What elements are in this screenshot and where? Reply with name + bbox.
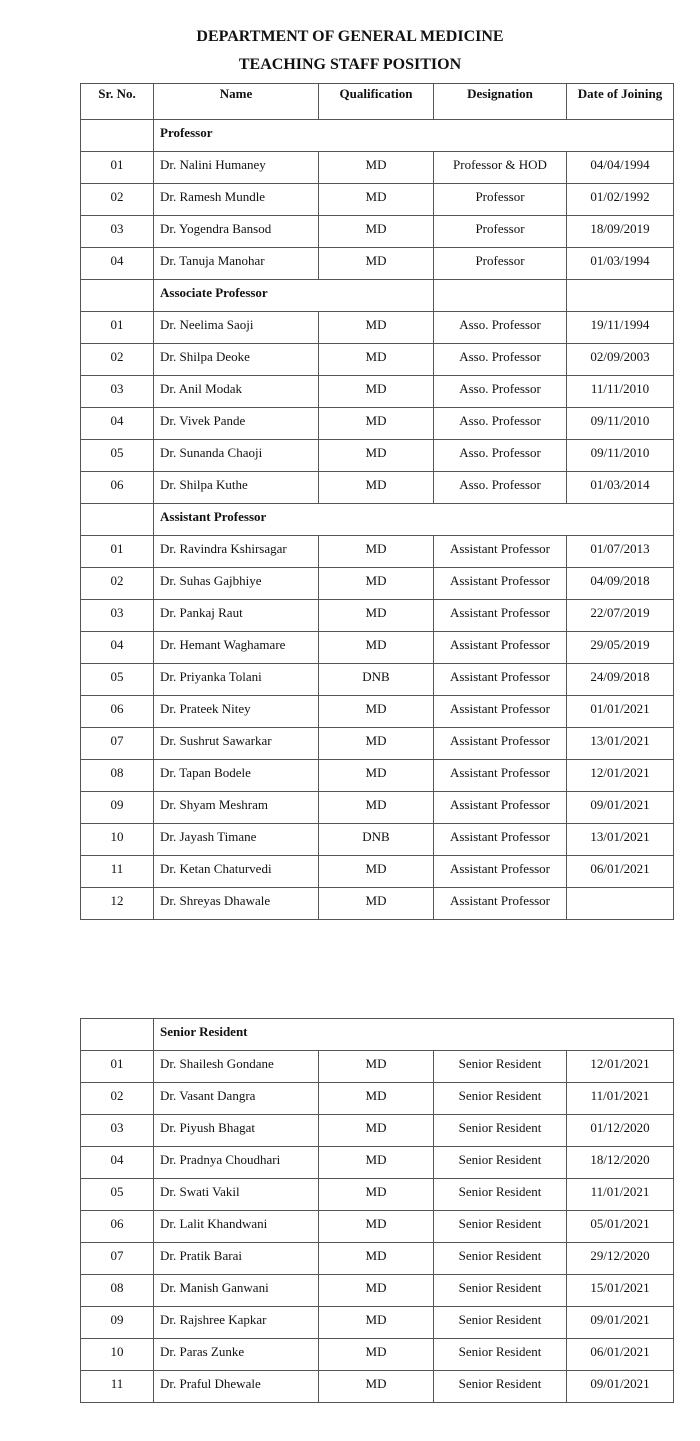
qualification-cell: MD <box>319 1275 434 1307</box>
designation-cell: Assistant Professor <box>434 632 567 664</box>
date-of-joining-cell: 09/11/2010 <box>567 408 674 440</box>
qualification-cell: DNB <box>319 664 434 696</box>
qualification-cell: MD <box>319 440 434 472</box>
sr-no-cell: 02 <box>81 1083 154 1115</box>
sr-no-cell: 02 <box>81 184 154 216</box>
sr-no-cell: 04 <box>81 1147 154 1179</box>
column-header-sr-no: Sr. No. <box>81 84 154 120</box>
name-cell: Dr. Piyush Bhagat <box>154 1115 319 1147</box>
table-row <box>81 1339 674 1371</box>
designation-cell: Professor <box>434 248 567 280</box>
section-empty-cell <box>434 280 567 312</box>
qualification-cell: MD <box>319 344 434 376</box>
name-cell: Dr. Tanuja Manohar <box>154 248 319 280</box>
table-row <box>81 568 674 600</box>
table-row <box>81 1371 674 1403</box>
date-of-joining-cell: 15/01/2021 <box>567 1275 674 1307</box>
table-row <box>81 1275 674 1307</box>
name-cell: Dr. Shreyas Dhawale <box>154 888 319 920</box>
date-of-joining-cell: 22/07/2019 <box>567 600 674 632</box>
section-empty-cell <box>81 280 154 312</box>
sr-no-cell: 03 <box>81 600 154 632</box>
sr-no-cell: 10 <box>81 1339 154 1371</box>
table-row <box>81 312 674 344</box>
sr-no-cell: 05 <box>81 1179 154 1211</box>
name-cell: Dr. Sunanda Chaoji <box>154 440 319 472</box>
qualification-cell: MD <box>319 1083 434 1115</box>
sr-no-cell: 05 <box>81 664 154 696</box>
table-row <box>81 1179 674 1211</box>
table-row <box>81 1147 674 1179</box>
table-row <box>81 184 674 216</box>
sr-no-cell: 11 <box>81 1371 154 1403</box>
sr-no-cell: 11 <box>81 856 154 888</box>
name-cell: Dr. Lalit Khandwani <box>154 1211 319 1243</box>
section-heading: Senior Resident <box>154 1019 674 1051</box>
table-row <box>81 632 674 664</box>
designation-cell: Assistant Professor <box>434 760 567 792</box>
sr-no-cell: 07 <box>81 728 154 760</box>
date-of-joining-cell: 01/02/1992 <box>567 184 674 216</box>
date-of-joining-cell <box>567 888 674 920</box>
qualification-cell: MD <box>319 888 434 920</box>
designation-cell: Assistant Professor <box>434 888 567 920</box>
table-row <box>81 408 674 440</box>
sr-no-cell: 06 <box>81 1211 154 1243</box>
date-of-joining-cell: 06/01/2021 <box>567 1339 674 1371</box>
date-of-joining-cell: 01/07/2013 <box>567 536 674 568</box>
name-cell: Dr. Pradnya Choudhari <box>154 1147 319 1179</box>
name-cell: Dr. Pratik Barai <box>154 1243 319 1275</box>
designation-cell: Asso. Professor <box>434 376 567 408</box>
date-of-joining-cell: 06/01/2021 <box>567 856 674 888</box>
table-row <box>81 760 674 792</box>
qualification-cell: MD <box>319 376 434 408</box>
name-cell: Dr. Prateek Nitey <box>154 696 319 728</box>
section-heading: Assistant Professor <box>154 504 674 536</box>
sr-no-cell: 06 <box>81 696 154 728</box>
table-row <box>81 376 674 408</box>
date-of-joining-cell: 01/03/2014 <box>567 472 674 504</box>
table-row <box>81 1051 674 1083</box>
name-cell: Dr. Nalini Humaney <box>154 152 319 184</box>
name-cell: Dr. Tapan Bodele <box>154 760 319 792</box>
senior-resident-table-body <box>81 1019 674 1403</box>
designation-cell: Senior Resident <box>434 1211 567 1243</box>
designation-cell: Senior Resident <box>434 1275 567 1307</box>
qualification-cell: MD <box>319 1147 434 1179</box>
designation-cell: Assistant Professor <box>434 728 567 760</box>
date-of-joining-cell: 12/01/2021 <box>567 760 674 792</box>
qualification-cell: MD <box>319 792 434 824</box>
designation-cell: Assistant Professor <box>434 824 567 856</box>
qualification-cell: DNB <box>319 824 434 856</box>
date-of-joining-cell: 01/03/1994 <box>567 248 674 280</box>
date-of-joining-cell: 29/12/2020 <box>567 1243 674 1275</box>
name-cell: Dr. Pankaj Raut <box>154 600 319 632</box>
qualification-cell: MD <box>319 1179 434 1211</box>
sr-no-cell: 04 <box>81 408 154 440</box>
sr-no-cell: 01 <box>81 1051 154 1083</box>
designation-cell: Assistant Professor <box>434 792 567 824</box>
name-cell: Dr. Rajshree Kapkar <box>154 1307 319 1339</box>
qualification-cell: MD <box>319 472 434 504</box>
section-row <box>81 504 674 536</box>
date-of-joining-cell: 11/11/2010 <box>567 376 674 408</box>
date-of-joining-cell: 11/01/2021 <box>567 1179 674 1211</box>
name-cell: Dr. Swati Vakil <box>154 1179 319 1211</box>
designation-cell: Senior Resident <box>434 1307 567 1339</box>
table-row <box>81 536 674 568</box>
name-cell: Dr. Shilpa Kuthe <box>154 472 319 504</box>
table-row <box>81 440 674 472</box>
document-subtitle: TEACHING STAFF POSITION <box>238 56 462 73</box>
sr-no-cell: 01 <box>81 152 154 184</box>
table-row <box>81 856 674 888</box>
designation-cell: Assistant Professor <box>434 856 567 888</box>
name-cell: Dr. Shyam Meshram <box>154 792 319 824</box>
sr-no-cell: 07 <box>81 1243 154 1275</box>
name-cell: Dr. Manish Ganwani <box>154 1275 319 1307</box>
name-cell: Dr. Praful Dhewale <box>154 1371 319 1403</box>
date-of-joining-cell: 04/04/1994 <box>567 152 674 184</box>
sr-no-cell: 02 <box>81 344 154 376</box>
sr-no-cell: 03 <box>81 216 154 248</box>
section-empty-cell <box>81 504 154 536</box>
designation-cell: Senior Resident <box>434 1115 567 1147</box>
table-row <box>81 664 674 696</box>
name-cell: Dr. Ketan Chaturvedi <box>154 856 319 888</box>
sr-no-cell: 09 <box>81 792 154 824</box>
designation-cell: Professor <box>434 184 567 216</box>
table-row <box>81 1211 674 1243</box>
qualification-cell: MD <box>319 1051 434 1083</box>
column-header-designation: Designation <box>434 84 567 120</box>
document-title: DEPARTMENT OF GENERAL MEDICINE <box>196 28 504 45</box>
section-row <box>81 280 674 312</box>
date-of-joining-cell: 02/09/2003 <box>567 344 674 376</box>
table-row <box>81 152 674 184</box>
sr-no-cell: 08 <box>81 760 154 792</box>
qualification-cell: MD <box>319 216 434 248</box>
designation-cell: Senior Resident <box>434 1051 567 1083</box>
date-of-joining-cell: 19/11/1994 <box>567 312 674 344</box>
name-cell: Dr. Hemant Waghamare <box>154 632 319 664</box>
date-of-joining-cell: 01/12/2020 <box>567 1115 674 1147</box>
qualification-cell: MD <box>319 1211 434 1243</box>
sr-no-cell: 08 <box>81 1275 154 1307</box>
qualification-cell: MD <box>319 728 434 760</box>
section-empty-cell <box>567 280 674 312</box>
senior-resident-table <box>80 1018 674 1403</box>
table-row <box>81 1115 674 1147</box>
date-of-joining-cell: 13/01/2021 <box>567 824 674 856</box>
qualification-cell: MD <box>319 856 434 888</box>
date-of-joining-cell: 11/01/2021 <box>567 1083 674 1115</box>
date-of-joining-cell: 13/01/2021 <box>567 728 674 760</box>
sr-no-cell: 06 <box>81 472 154 504</box>
designation-cell: Senior Resident <box>434 1371 567 1403</box>
qualification-cell: MD <box>319 248 434 280</box>
section-empty-cell <box>81 120 154 152</box>
section-row <box>81 120 674 152</box>
name-cell: Dr. Anil Modak <box>154 376 319 408</box>
table-row <box>81 1243 674 1275</box>
sr-no-cell: 05 <box>81 440 154 472</box>
table-row <box>81 888 674 920</box>
designation-cell: Assistant Professor <box>434 568 567 600</box>
name-cell: Dr. Jayash Timane <box>154 824 319 856</box>
name-cell: Dr. Sushrut Sawarkar <box>154 728 319 760</box>
designation-cell: Assistant Professor <box>434 536 567 568</box>
date-of-joining-cell: 12/01/2021 <box>567 1051 674 1083</box>
table-row <box>81 216 674 248</box>
date-of-joining-cell: 18/09/2019 <box>567 216 674 248</box>
section-empty-cell <box>81 1019 154 1051</box>
qualification-cell: MD <box>319 760 434 792</box>
designation-cell: Senior Resident <box>434 1339 567 1371</box>
column-header-date-of-joining: Date of Joining <box>567 84 674 120</box>
designation-cell: Asso. Professor <box>434 312 567 344</box>
sr-no-cell: 12 <box>81 888 154 920</box>
designation-cell: Professor <box>434 216 567 248</box>
designation-cell: Asso. Professor <box>434 408 567 440</box>
designation-cell: Asso. Professor <box>434 472 567 504</box>
qualification-cell: MD <box>319 600 434 632</box>
column-header-name: Name <box>154 84 319 120</box>
qualification-cell: MD <box>319 408 434 440</box>
designation-cell: Assistant Professor <box>434 696 567 728</box>
qualification-cell: MD <box>319 696 434 728</box>
name-cell: Dr. Vivek Pande <box>154 408 319 440</box>
qualification-cell: MD <box>319 1115 434 1147</box>
date-of-joining-cell: 09/01/2021 <box>567 1307 674 1339</box>
section-heading: Professor <box>154 120 674 152</box>
qualification-cell: MD <box>319 632 434 664</box>
date-of-joining-cell: 24/09/2018 <box>567 664 674 696</box>
sr-no-cell: 03 <box>81 1115 154 1147</box>
qualification-cell: MD <box>319 1339 434 1371</box>
designation-cell: Assistant Professor <box>434 600 567 632</box>
sr-no-cell: 03 <box>81 376 154 408</box>
qualification-cell: MD <box>319 1243 434 1275</box>
name-cell: Dr. Vasant Dangra <box>154 1083 319 1115</box>
sr-no-cell: 04 <box>81 632 154 664</box>
qualification-cell: MD <box>319 568 434 600</box>
name-cell: Dr. Yogendra Bansod <box>154 216 319 248</box>
teaching-staff-table-body <box>81 84 674 920</box>
date-of-joining-cell: 04/09/2018 <box>567 568 674 600</box>
designation-cell: Professor & HOD <box>434 152 567 184</box>
qualification-cell: MD <box>319 1371 434 1403</box>
designation-cell: Senior Resident <box>434 1147 567 1179</box>
sr-no-cell: 10 <box>81 824 154 856</box>
name-cell: Dr. Suhas Gajbhiye <box>154 568 319 600</box>
name-cell: Dr. Ravindra Kshirsagar <box>154 536 319 568</box>
table-row <box>81 600 674 632</box>
table-row <box>81 344 674 376</box>
table-row <box>81 1307 674 1339</box>
designation-cell: Asso. Professor <box>434 344 567 376</box>
date-of-joining-cell: 09/11/2010 <box>567 440 674 472</box>
qualification-cell: MD <box>319 1307 434 1339</box>
section-heading: Associate Professor <box>154 280 434 312</box>
table-row <box>81 728 674 760</box>
teaching-staff-table <box>80 83 674 920</box>
sr-no-cell: 04 <box>81 248 154 280</box>
name-cell: Dr. Priyanka Tolani <box>154 664 319 696</box>
designation-cell: Asso. Professor <box>434 440 567 472</box>
designation-cell: Assistant Professor <box>434 664 567 696</box>
date-of-joining-cell: 09/01/2021 <box>567 792 674 824</box>
name-cell: Dr. Ramesh Mundle <box>154 184 319 216</box>
designation-cell: Senior Resident <box>434 1179 567 1211</box>
table-row <box>81 696 674 728</box>
table-row <box>81 1083 674 1115</box>
qualification-cell: MD <box>319 536 434 568</box>
qualification-cell: MD <box>319 312 434 344</box>
column-header-qualification: Qualification <box>319 84 434 120</box>
name-cell: Dr. Shilpa Deoke <box>154 344 319 376</box>
table-row <box>81 472 674 504</box>
name-cell: Dr. Neelima Saoji <box>154 312 319 344</box>
table-header-row <box>81 84 674 120</box>
qualification-cell: MD <box>319 152 434 184</box>
table-row <box>81 824 674 856</box>
date-of-joining-cell: 09/01/2021 <box>567 1371 674 1403</box>
table-row <box>81 792 674 824</box>
name-cell: Dr. Shailesh Gondane <box>154 1051 319 1083</box>
date-of-joining-cell: 29/05/2019 <box>567 632 674 664</box>
sr-no-cell: 01 <box>81 312 154 344</box>
table-row <box>81 248 674 280</box>
name-cell: Dr. Paras Zunke <box>154 1339 319 1371</box>
designation-cell: Senior Resident <box>434 1243 567 1275</box>
qualification-cell: MD <box>319 184 434 216</box>
date-of-joining-cell: 05/01/2021 <box>567 1211 674 1243</box>
sr-no-cell: 02 <box>81 568 154 600</box>
sr-no-cell: 09 <box>81 1307 154 1339</box>
sr-no-cell: 01 <box>81 536 154 568</box>
designation-cell: Senior Resident <box>434 1083 567 1115</box>
section-row <box>81 1019 674 1051</box>
date-of-joining-cell: 18/12/2020 <box>567 1147 674 1179</box>
date-of-joining-cell: 01/01/2021 <box>567 696 674 728</box>
